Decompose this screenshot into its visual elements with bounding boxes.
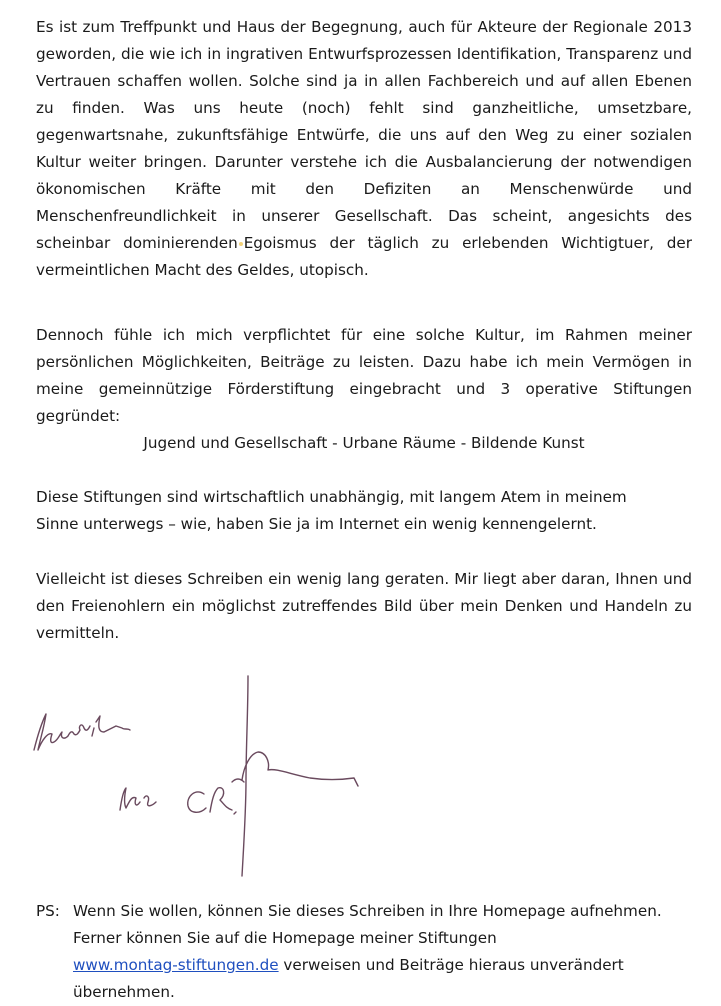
handwritten-signature xyxy=(20,670,400,880)
paragraph-4: Vielleicht ist dieses Schreiben ein wenig lang geraten. Mir liegt aber daran, Ihnen und den Freienohlern ein möglichst zutreffendes Bild über mein Denken und Handeln zu vermitteln. xyxy=(36,570,692,642)
ink-dot xyxy=(239,242,243,246)
paragraph-3-line-2: Sinne unterwegs – wie, haben Sie ja im Internet ein wenig kennengelernt. xyxy=(36,515,597,533)
website-link[interactable]: www.montag-stiftungen.de xyxy=(73,956,279,974)
paragraph-2: Dennoch fühle ich mich verpflichtet für eine solche Kultur, im Rahmen meiner persönlichen Möglichkeiten, Beiträge zu leisten. Dazu habe ich mein Vermögen in meine gemeinnützige Förderstiftung eingebracht und 3 operative Stiftungen gegründet: xyxy=(36,326,692,425)
ps-line-3-rest: verweisen und Beiträge hieraus unverändert xyxy=(283,956,624,974)
ps-line-3 xyxy=(73,952,713,979)
foundations-line: Jugend und Gesellschaft - Urbane Räume - Bildende Kunst xyxy=(143,434,585,452)
ps-line-4: übernehmen. xyxy=(73,983,175,1001)
paragraph-3-line-1: Diese Stiftungen sind wirtschaftlich unabhängig, mit langem Atem in meinem xyxy=(36,488,627,506)
paragraph-1-text: Es ist zum Treffpunkt und Haus der Begegnung, auch für Akteure der Regionale 2013 geworden, die wie ich in ingrativen Entwurfsprozessen Identifikation, Transparenz und Vertrauen schaffen wollen. Solche sind ja in allen Fachbereich und auf allen Ebenen zu finden. Was uns heute (noch) fehlt sind ganzheitliche, umsetzbare, gegenwartsnahe, zukunftsfähige Entwürfe, die uns auf den Weg zu einer sozialen Kultur weiter bringen. Darunter verstehe ich die Ausbalancierung der notwendigen ökonomischen Kräfte mit den Defiziten an Menschenwürde und Menschenfreundlichkeit in unserer Gesellschaft. Das scheint, angesichts des scheinbar dominierenden xyxy=(36,18,692,252)
paragraph-1-rest: Egoismus der täglich zu erlebenden Wichtigtuer, der vermeintlichen Macht des Geldes, utopisch. xyxy=(36,234,692,279)
paragraph-3 xyxy=(36,484,692,538)
paragraph-1 xyxy=(36,14,692,284)
ps-line-1: Wenn Sie wollen, können Sie dieses Schreiben in Ihre Homepage aufnehmen. xyxy=(73,902,662,920)
ps-label: PS: xyxy=(36,902,60,920)
ps-line-2: Ferner können Sie auf die Homepage meiner Stiftungen xyxy=(73,929,497,947)
ps-body xyxy=(73,898,713,1006)
